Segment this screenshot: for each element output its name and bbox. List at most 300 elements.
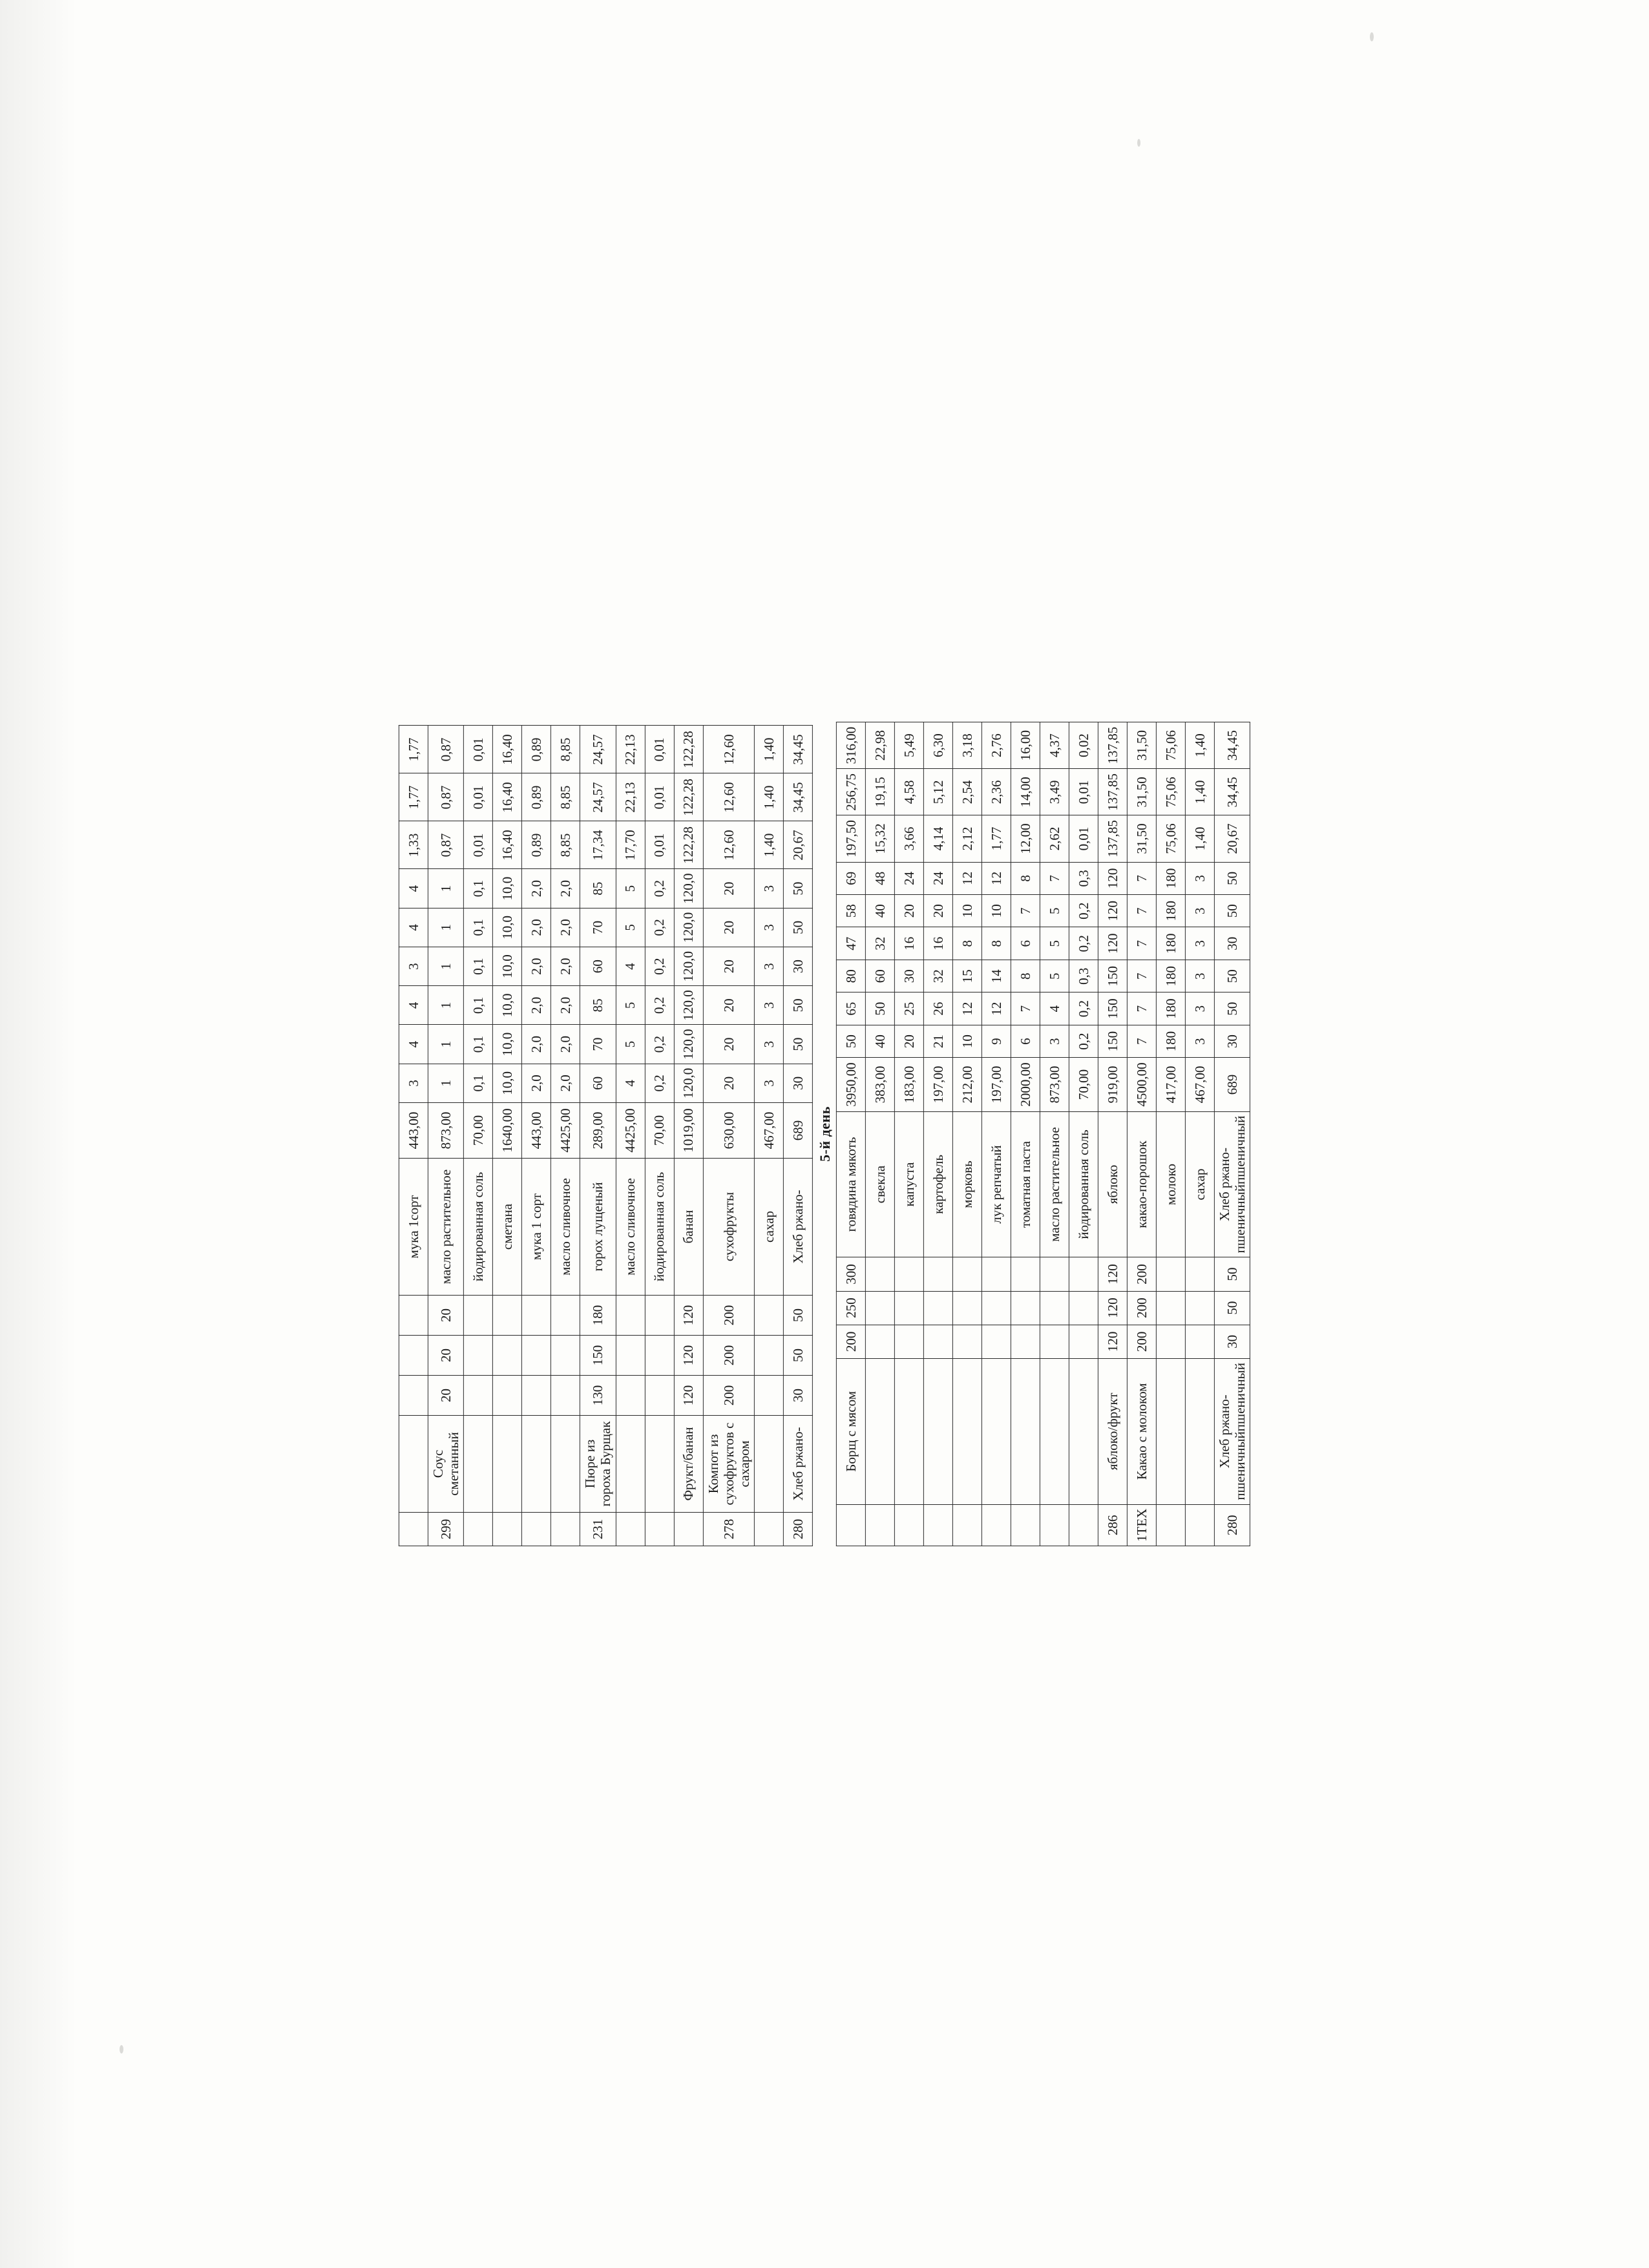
cell-qty-4: 0,1 [464, 947, 493, 986]
cell-number: 873,00 [1040, 1058, 1069, 1111]
cell-qty-3: 85 [580, 986, 616, 1025]
cell-portion-2 [464, 1336, 493, 1376]
cell-qty-2: 0,1 [464, 1025, 493, 1064]
cell-qty-4: 32 [865, 927, 894, 960]
cell-dish: Какао с молоком [1127, 1358, 1156, 1504]
cell-number: 70,00 [464, 1103, 493, 1159]
cell-qty-6: 120 [1098, 862, 1127, 894]
cell-qty-6: 180 [1156, 862, 1185, 894]
menu-table-block-2 [836, 722, 1250, 1546]
cell-portion-1 [464, 1376, 493, 1416]
cell-portion-2 [493, 1336, 522, 1376]
cell-code [982, 1504, 1011, 1546]
cell-number: 2000,00 [1011, 1058, 1040, 1111]
cell-value-1: 1,40 [1185, 815, 1214, 862]
cell-value-3: 316,00 [836, 722, 865, 769]
cell-qty-3: 10,0 [493, 986, 522, 1025]
cell-portion-2 [399, 1336, 428, 1376]
cell-qty-1: 1 [428, 1064, 463, 1102]
cell-qty-6: 3 [1185, 862, 1214, 894]
cell-portion-1 [645, 1376, 674, 1416]
cell-qty-2: 4 [399, 1025, 428, 1064]
cell-value-3: 16,00 [1011, 722, 1040, 769]
cell-ingredient: банан [674, 1159, 703, 1296]
cell-qty-1: 7 [1127, 1025, 1156, 1057]
cell-code [836, 1504, 865, 1546]
cell-dish: Пюре из гороха Бурщак [580, 1416, 616, 1513]
cell-portion-1 [894, 1325, 923, 1358]
cell-qty-3: 2,0 [551, 986, 580, 1025]
cell-value-2: 12,60 [703, 773, 754, 821]
cell-number: 1640,00 [493, 1103, 522, 1159]
cell-value-1: 17,70 [616, 821, 645, 869]
cell-value-3: 34,45 [1214, 722, 1250, 769]
cell-value-3: 0,01 [464, 726, 493, 773]
cell-portion-3: 50 [783, 1296, 812, 1336]
cell-portion-3 [1069, 1257, 1098, 1291]
cell-ingredient: Хлеб ржано- [783, 1159, 812, 1296]
cell-ingredient: сахар [754, 1159, 783, 1296]
cell-qty-4: 2,0 [551, 947, 580, 986]
cell-qty-3: 0,3 [1069, 960, 1098, 992]
cell-number: 689 [783, 1103, 812, 1159]
cell-qty-2: 50 [783, 1025, 812, 1064]
cell-qty-3: 3 [754, 986, 783, 1025]
cell-number: 197,00 [923, 1058, 952, 1111]
cell-qty-4: 0,2 [645, 947, 674, 986]
cell-portion-3 [1156, 1257, 1185, 1291]
cell-value-3: 1,40 [1185, 722, 1214, 769]
cell-ingredient: говядина мякоть [836, 1111, 865, 1257]
cell-qty-5: 7 [1011, 895, 1040, 927]
cell-ingredient: масло растительное [1040, 1111, 1069, 1257]
cell-qty-6: 69 [836, 862, 865, 894]
table-row [1040, 722, 1069, 1546]
cell-qty-3: 50 [1214, 960, 1250, 992]
cell-number: 630,00 [703, 1103, 754, 1159]
cell-qty-3: 30 [894, 960, 923, 992]
cell-portion-2: 200 [1127, 1291, 1156, 1325]
cell-qty-1: 20 [894, 1025, 923, 1057]
cell-qty-5: 5 [616, 908, 645, 947]
cell-portion-3 [982, 1257, 1011, 1291]
cell-code: 299 [428, 1513, 463, 1546]
cell-portion-3: 120 [674, 1296, 703, 1336]
cell-code [952, 1504, 982, 1546]
cell-qty-6: 12 [952, 862, 982, 894]
cell-qty-5: 10,0 [493, 908, 522, 947]
cell-ingredient: мука 1сорт [399, 1159, 428, 1296]
cell-qty-6: 85 [580, 869, 616, 908]
cell-qty-5: 70 [580, 908, 616, 947]
cell-portion-2 [1069, 1291, 1098, 1325]
cell-dish [952, 1358, 982, 1504]
cell-qty-2: 26 [923, 992, 952, 1025]
cell-qty-4: 3 [754, 947, 783, 986]
cell-qty-5: 2,0 [522, 908, 551, 947]
cell-value-1: 16,40 [493, 821, 522, 869]
cell-number: 3950,00 [836, 1058, 865, 1111]
cell-qty-6: 7 [1127, 862, 1156, 894]
cell-number: 212,00 [952, 1058, 982, 1111]
cell-value-3: 31,50 [1127, 722, 1156, 769]
cell-qty-1: 30 [783, 1064, 812, 1102]
cell-dish [522, 1416, 551, 1513]
table-row [703, 726, 754, 1546]
cell-number: 873,00 [428, 1103, 463, 1159]
cell-portion-2 [894, 1291, 923, 1325]
cell-qty-1: 3 [1185, 1025, 1214, 1057]
cell-value-3: 75,06 [1156, 722, 1185, 769]
cell-value-3: 4,37 [1040, 722, 1069, 769]
cell-value-3: 12,60 [703, 726, 754, 773]
cell-code [865, 1504, 894, 1546]
cell-portion-2 [923, 1291, 952, 1325]
cell-ingredient: лук репчатый [982, 1111, 1011, 1257]
cell-number: 289,00 [580, 1103, 616, 1159]
menu-rows-block-1 [399, 726, 812, 1546]
cell-number: 443,00 [399, 1103, 428, 1159]
cell-portion-1 [1011, 1325, 1040, 1358]
cell-portion-2: 200 [703, 1336, 754, 1376]
cell-dish: Хлеб ржано-пшеничныйпшеничный [1214, 1358, 1250, 1504]
cell-value-2: 4,58 [894, 769, 923, 815]
cell-portion-2 [551, 1336, 580, 1376]
cell-qty-3: 32 [923, 960, 952, 992]
cell-portion-1: 20 [428, 1376, 463, 1416]
cell-qty-5: 10 [952, 895, 982, 927]
cell-portion-3 [645, 1296, 674, 1336]
cell-dish [923, 1358, 952, 1504]
cell-portion-3 [551, 1296, 580, 1336]
cell-qty-3: 5 [1040, 960, 1069, 992]
cell-value-2: 5,12 [923, 769, 952, 815]
cell-qty-4: 180 [1156, 927, 1185, 960]
cell-value-3: 0,87 [428, 726, 463, 773]
cell-qty-3: 60 [865, 960, 894, 992]
cell-portion-1: 30 [783, 1376, 812, 1416]
cell-qty-4: 6 [1011, 927, 1040, 960]
cell-portion-1 [1069, 1325, 1098, 1358]
cell-number: 1019,00 [674, 1103, 703, 1159]
cell-portion-3 [894, 1257, 923, 1291]
cell-portion-2: 120 [674, 1336, 703, 1376]
cell-code: 280 [783, 1513, 812, 1546]
cell-qty-5: 40 [865, 895, 894, 927]
cell-portion-1 [1040, 1325, 1069, 1358]
cell-qty-1: 0,2 [645, 1064, 674, 1102]
cell-value-1: 1,77 [982, 815, 1011, 862]
cell-code [399, 1513, 428, 1546]
cell-code [1185, 1504, 1214, 1546]
cell-portion-3 [464, 1296, 493, 1336]
cell-value-1: 12,00 [1011, 815, 1040, 862]
cell-portion-1 [1185, 1325, 1214, 1358]
table-row [1069, 722, 1098, 1546]
cell-portion-3 [493, 1296, 522, 1336]
cell-value-2: 75,06 [1156, 769, 1185, 815]
table-row [836, 722, 865, 1546]
cell-value-3: 137,85 [1098, 722, 1127, 769]
cell-value-1: 0,01 [645, 821, 674, 869]
cell-code: 278 [703, 1513, 754, 1546]
cell-qty-4: 120,0 [674, 947, 703, 986]
cell-qty-1: 50 [836, 1025, 865, 1057]
cell-qty-6: 1 [428, 869, 463, 908]
cell-qty-2: 50 [865, 992, 894, 1025]
cell-qty-3: 14 [982, 960, 1011, 992]
cell-value-3: 8,85 [551, 726, 580, 773]
cell-ingredient: сахар [1185, 1111, 1214, 1257]
cell-dish [1069, 1358, 1098, 1504]
cell-value-2: 34,45 [1214, 769, 1250, 815]
cell-number: 443,00 [522, 1103, 551, 1159]
cell-value-1: 20,67 [1214, 815, 1250, 862]
cell-qty-4: 10,0 [493, 947, 522, 986]
cell-qty-2: 70 [580, 1025, 616, 1064]
cell-value-1: 1,40 [754, 821, 783, 869]
cell-number: 383,00 [865, 1058, 894, 1111]
cell-value-1: 15,32 [865, 815, 894, 862]
cell-qty-6: 0,3 [1069, 862, 1098, 894]
table-row [551, 726, 580, 1546]
cell-ingredient: йодированная соль [645, 1159, 674, 1296]
table-row [464, 726, 493, 1546]
cell-value-1: 4,14 [923, 815, 952, 862]
cell-portion-3 [1185, 1257, 1214, 1291]
cell-dish [982, 1358, 1011, 1504]
cell-value-2: 0,01 [1069, 769, 1098, 815]
cell-dish [464, 1416, 493, 1513]
cell-qty-2: 12 [982, 992, 1011, 1025]
cell-number: 70,00 [645, 1103, 674, 1159]
cell-portion-2: 20 [428, 1336, 463, 1376]
cell-code [894, 1504, 923, 1546]
scan-speck [1137, 139, 1140, 147]
cell-qty-4: 20 [703, 947, 754, 986]
cell-ingredient: сухофрукты [703, 1159, 754, 1296]
cell-qty-5: 2,0 [551, 908, 580, 947]
menu-table-block-1 [399, 726, 813, 1547]
cell-dish: Фрукт/банан [674, 1416, 703, 1513]
cell-ingredient: Хлеб ржано-пшеничныйпшеничный [1214, 1111, 1250, 1257]
cell-portion-2: 150 [580, 1336, 616, 1376]
cell-value-3: 34,45 [783, 726, 812, 773]
cell-qty-4: 47 [836, 927, 865, 960]
cell-portion-1: 120 [674, 1376, 703, 1416]
cell-qty-2: 0,2 [1069, 992, 1098, 1025]
cell-dish: Соус сметанный [428, 1416, 463, 1513]
cell-value-1: 0,01 [1069, 815, 1098, 862]
cell-dish: яблоко/фрукт [1098, 1358, 1127, 1504]
cell-ingredient: картофель [923, 1111, 952, 1257]
cell-code [1040, 1504, 1069, 1546]
cell-portion-3: 120 [1098, 1257, 1127, 1291]
cell-portion-1: 30 [1214, 1325, 1250, 1358]
page-edge-shading [0, 0, 78, 2268]
cell-ingredient: йодированная соль [464, 1159, 493, 1296]
cell-qty-6: 4 [399, 869, 428, 908]
cell-qty-5: 7 [1127, 895, 1156, 927]
cell-qty-1: 3 [754, 1064, 783, 1102]
cell-value-3: 2,76 [982, 722, 1011, 769]
cell-value-3: 6,30 [923, 722, 952, 769]
cell-qty-5: 0,2 [645, 908, 674, 947]
cell-number: 4425,00 [616, 1103, 645, 1159]
cell-portion-2: 50 [1214, 1291, 1250, 1325]
cell-qty-1: 180 [1156, 1025, 1185, 1057]
table-row [522, 726, 551, 1546]
table-row [580, 726, 616, 1546]
cell-qty-2: 1 [428, 1025, 463, 1064]
cell-code [754, 1513, 783, 1546]
table-row [865, 722, 894, 1546]
cell-dish [754, 1416, 783, 1513]
cell-ingredient: капуста [894, 1111, 923, 1257]
cell-value-1: 0,89 [522, 821, 551, 869]
cell-value-1: 20,67 [783, 821, 812, 869]
cell-qty-2: 12 [952, 992, 982, 1025]
cell-portion-3: 200 [1127, 1257, 1156, 1291]
cell-qty-2: 7 [1127, 992, 1156, 1025]
cell-number: 183,00 [894, 1058, 923, 1111]
cell-value-2: 8,85 [551, 773, 580, 821]
table-row [1214, 722, 1250, 1546]
table-row [783, 726, 812, 1546]
cell-qty-1: 4 [616, 1064, 645, 1102]
table-row [1127, 722, 1156, 1546]
table-row [894, 722, 923, 1546]
cell-portion-1 [952, 1325, 982, 1358]
cell-qty-1: 120,0 [674, 1064, 703, 1102]
cell-portion-2: 50 [783, 1336, 812, 1376]
cell-ingredient: мука 1 сорт [522, 1159, 551, 1296]
cell-qty-6: 10,0 [493, 869, 522, 908]
cell-dish [551, 1416, 580, 1513]
cell-qty-6: 50 [783, 869, 812, 908]
cell-value-1: 2,12 [952, 815, 982, 862]
cell-code [616, 1513, 645, 1546]
table-row [399, 726, 428, 1546]
cell-qty-4: 30 [1214, 927, 1250, 960]
cell-value-3: 1,40 [754, 726, 783, 773]
cell-qty-4: 120 [1098, 927, 1127, 960]
cell-qty-2: 20 [703, 1025, 754, 1064]
cell-qty-1: 21 [923, 1025, 952, 1057]
cell-value-2: 0,89 [522, 773, 551, 821]
cell-dish: Борщ с мясом [836, 1358, 865, 1504]
cell-qty-5: 1 [428, 908, 463, 947]
cell-number: 70,00 [1069, 1058, 1098, 1111]
cell-number: 4425,00 [551, 1103, 580, 1159]
cell-portion-2 [1040, 1291, 1069, 1325]
cell-value-3: 16,40 [493, 726, 522, 773]
cell-number: 467,00 [754, 1103, 783, 1159]
table-row [616, 726, 645, 1546]
cell-qty-4: 3 [399, 947, 428, 986]
scan-speck [120, 2045, 123, 2053]
cell-portion-3 [1040, 1257, 1069, 1291]
cell-qty-1: 6 [1011, 1025, 1040, 1057]
cell-qty-1: 9 [982, 1025, 1011, 1057]
cell-qty-2: 3 [1185, 992, 1214, 1025]
cell-portion-1 [616, 1376, 645, 1416]
cell-value-2: 2,36 [982, 769, 1011, 815]
cell-qty-3: 0,1 [464, 986, 493, 1025]
cell-value-1: 122,28 [674, 821, 703, 869]
table-row [1098, 722, 1127, 1546]
cell-ingredient: горох лущеный [580, 1159, 616, 1296]
cell-qty-3: 120,0 [674, 986, 703, 1025]
cell-qty-4: 16 [923, 927, 952, 960]
cell-value-2: 0,01 [464, 773, 493, 821]
cell-dish [399, 1416, 428, 1513]
cell-qty-6: 24 [894, 862, 923, 894]
cell-code [1011, 1504, 1040, 1546]
cell-qty-5: 20 [894, 895, 923, 927]
cell-value-1: 0,87 [428, 821, 463, 869]
cell-qty-3: 5 [616, 986, 645, 1025]
cell-value-2: 24,57 [580, 773, 616, 821]
cell-qty-3: 3 [1185, 960, 1214, 992]
cell-portion-2 [645, 1336, 674, 1376]
cell-portion-2 [952, 1291, 982, 1325]
cell-qty-1: 10,0 [493, 1064, 522, 1102]
cell-dish [1156, 1358, 1185, 1504]
cell-value-2: 122,28 [674, 773, 703, 821]
cell-value-1: 2,62 [1040, 815, 1069, 862]
cell-portion-1: 130 [580, 1376, 616, 1416]
cell-portion-3 [923, 1257, 952, 1291]
cell-portion-1: 120 [1098, 1325, 1127, 1358]
cell-qty-2: 2,0 [551, 1025, 580, 1064]
cell-portion-3 [1011, 1257, 1040, 1291]
cell-qty-5: 0,1 [464, 908, 493, 947]
cell-code: 1ТЕХ [1127, 1504, 1156, 1546]
cell-qty-4: 7 [1127, 927, 1156, 960]
cell-code [522, 1513, 551, 1546]
cell-portion-3 [399, 1296, 428, 1336]
table-row [428, 726, 463, 1546]
table-row [674, 726, 703, 1546]
cell-qty-6: 20 [703, 869, 754, 908]
cell-qty-2: 25 [894, 992, 923, 1025]
cell-portion-1: 200 [1127, 1325, 1156, 1358]
cell-qty-1: 3 [1040, 1025, 1069, 1057]
cell-value-3: 1,77 [399, 726, 428, 773]
cell-qty-1: 0,2 [1069, 1025, 1098, 1057]
cell-qty-5: 58 [836, 895, 865, 927]
cell-value-3: 5,49 [894, 722, 923, 769]
cell-qty-6: 8 [1011, 862, 1040, 894]
cell-qty-6: 2,0 [551, 869, 580, 908]
cell-portion-3: 20 [428, 1296, 463, 1336]
cell-portion-2 [865, 1291, 894, 1325]
cell-qty-4: 2,0 [522, 947, 551, 986]
cell-qty-5: 50 [1214, 895, 1250, 927]
cell-portion-3 [754, 1296, 783, 1336]
cell-code [551, 1513, 580, 1546]
cell-value-2: 1,40 [1185, 769, 1214, 815]
cell-number: 4500,00 [1127, 1058, 1156, 1111]
cell-value-2: 34,45 [783, 773, 812, 821]
cell-portion-1 [982, 1325, 1011, 1358]
cell-portion-3: 300 [836, 1257, 865, 1291]
cell-qty-2: 50 [1214, 992, 1250, 1025]
cell-number: 197,00 [982, 1058, 1011, 1111]
cell-qty-2: 7 [1011, 992, 1040, 1025]
cell-qty-3: 0,2 [645, 986, 674, 1025]
